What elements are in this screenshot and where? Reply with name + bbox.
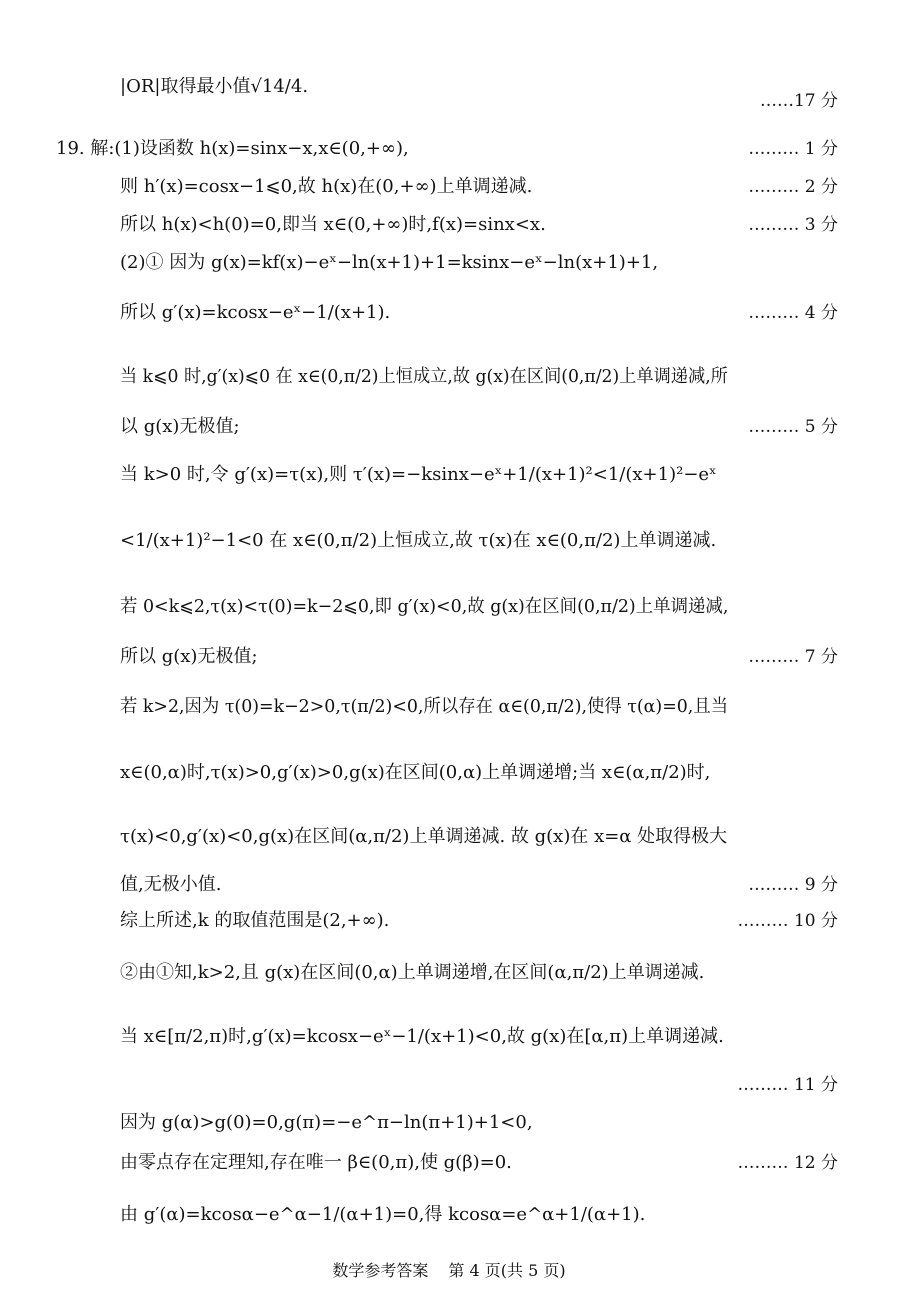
footer-page: 第 4 页(共 5 页): [448, 1261, 566, 1280]
line-19: 因为 g(α)>g(0)=0,g(π)=−e^π−ln(π+1)+1<0,: [120, 1112, 533, 1133]
score-11: ……… 7 分: [748, 647, 838, 667]
score-16: ……… 10 分: [737, 911, 838, 931]
line-18: 当 x∈[π/2,π)时,g′(x)=kcosx−eˣ−1/(x+1)<0,故 g(x)在[α,π)上单调递减.: [120, 1026, 724, 1047]
line-7: 以 g(x)无极值;: [120, 416, 240, 437]
line-20: 由零点存在定理知,存在唯一 β∈(0,π),使 g(β)=0.: [120, 1152, 512, 1173]
score-2: ……… 2 分: [748, 177, 838, 197]
line-14: τ(x)<0,g′(x)<0,g(x)在区间(α,π/2)上单调递减. 故 g(x)在 x=α 处取得极大: [120, 826, 728, 847]
line-0: |OR|取得最小值√14/4.: [120, 76, 309, 97]
score-20: ……… 12 分: [737, 1153, 838, 1173]
line-12: 若 k>2,因为 τ(0)=k−2>0,τ(π/2)<0,所以存在 α∈(0,π/2),使得 τ(α)=0,且当: [120, 696, 729, 717]
line-4: (2)① 因为 g(x)=kf(x)−eˣ−ln(x+1)+1=ksinx−eˣ−ln(x+1)+1,: [120, 252, 659, 273]
score-18: ……… 11 分: [737, 1075, 838, 1095]
line-1: 19. 解:(1)设函数 h(x)=sinx−x,x∈(0,+∞),: [56, 138, 409, 159]
score-3: ……… 3 分: [748, 215, 838, 235]
score-5: ……… 4 分: [748, 303, 838, 323]
line-13: x∈(0,α)时,τ(x)>0,g′(x)>0,g(x)在区间(0,α)上单调递增;当 x∈(α,π/2)时,: [120, 762, 711, 783]
score-1: ……… 1 分: [748, 139, 838, 159]
line-8: 当 k>0 时,令 g′(x)=τ(x),则 τ′(x)=−ksinx−eˣ+1/(x+1)²<1/(x+1)²−eˣ: [120, 464, 717, 485]
score-7: ……… 5 分: [748, 417, 838, 437]
line-2: 则 h′(x)=cosx−1⩽0,故 h(x)在(0,+∞)上单调递减.: [120, 176, 533, 197]
line-17: ②由①知,k>2,且 g(x)在区间(0,α)上单调递增,在区间(α,π/2)上单调递减.: [120, 962, 705, 983]
line-9: <1/(x+1)²−1<0 在 x∈(0,π/2)上恒成立,故 τ(x)在 x∈(0,π/2)上单调递减.: [120, 530, 717, 551]
line-16: 综上所述,k 的取值范围是(2,+∞).: [120, 910, 390, 931]
line-5: 所以 g′(x)=kcosx−eˣ−1/(x+1).: [120, 302, 391, 323]
line-11: 所以 g(x)无极值;: [120, 646, 258, 667]
line-21: 由 g′(α)=kcosα−e^α−1/(α+1)=0,得 kcosα=e^α+1/(α+1).: [120, 1204, 646, 1225]
score-15: ……… 9 分: [748, 875, 838, 895]
page-footer: [0, 1258, 898, 1281]
line-15: 值,无极小值.: [120, 874, 222, 895]
line-10: 若 0<k⩽2,τ(x)<τ(0)=k−2⩽0,即 g′(x)<0,故 g(x)在区间(0,π/2)上单调递减,: [120, 596, 729, 617]
line-6: 当 k⩽0 时,g′(x)⩽0 在 x∈(0,π/2)上恒成立,故 g(x)在区间(0,π/2)上单调递减,所: [120, 366, 728, 387]
line-3: 所以 h(x)<h(0)=0,即当 x∈(0,+∞)时,f(x)=sinx<x.: [120, 214, 546, 235]
score-0: ……17 分: [759, 91, 838, 111]
footer-title: 数学参考答案: [332, 1261, 429, 1280]
